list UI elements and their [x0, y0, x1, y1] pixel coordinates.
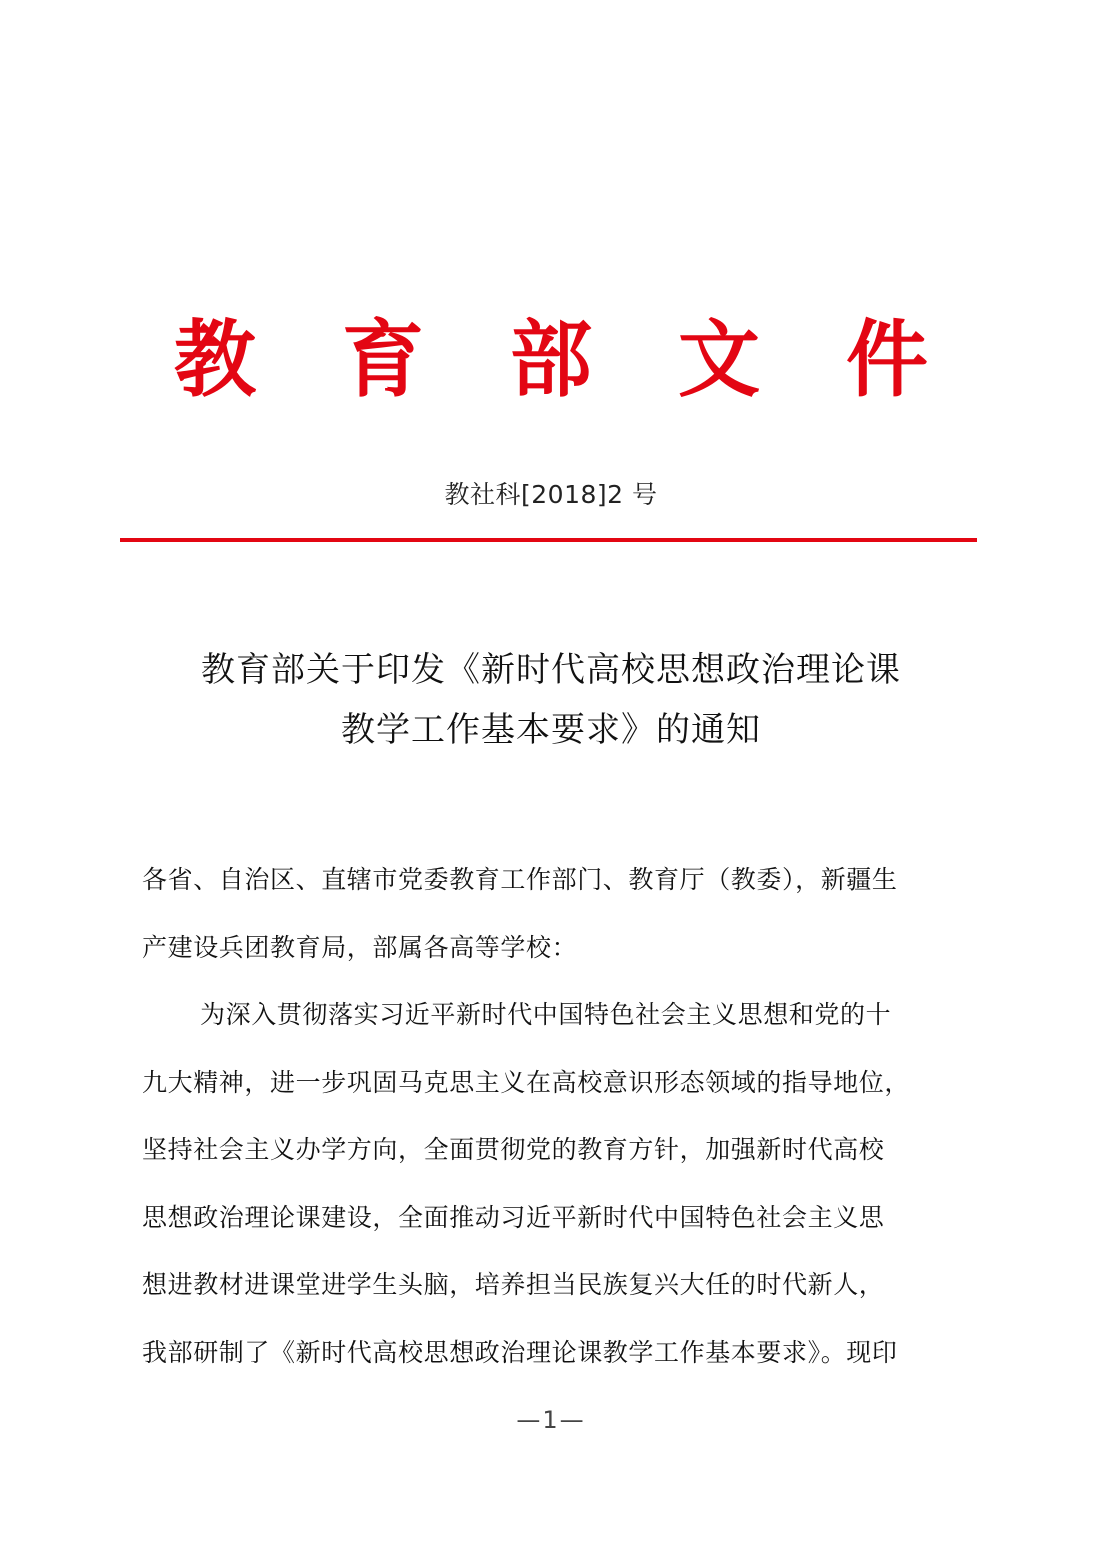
title-line-1: 教育部关于印发《新时代高校思想政治理论课: [201, 650, 901, 690]
masthead-char-2: 育: [341, 311, 424, 409]
document-body: [142, 846, 962, 1386]
red-divider-rule: [120, 538, 977, 542]
masthead-char-1: 教: [173, 311, 256, 409]
paragraph-line-6: 我部研制了《新时代高校思想政治理论课教学工作基本要求》。现印: [142, 1337, 898, 1367]
document-title: [0, 640, 1102, 760]
addressee-line-2: 产建设兵团教育局，部属各高等学校：: [142, 932, 578, 962]
paragraph-line-1: 为深入贯彻落实习近平新时代中国特色社会主义思想和党的十: [200, 1000, 892, 1029]
document-number: 教社科[2018]2 号: [444, 480, 658, 509]
masthead-char-4: 文: [677, 311, 760, 409]
masthead-char-5: 件: [845, 311, 928, 409]
title-line-2: 教学工作基本要求》的通知: [341, 710, 761, 750]
paragraph-line-2: 九大精神，进一步巩固马克思主义在高校意识形态领域的指导地位，: [142, 1067, 911, 1097]
masthead: [150, 312, 952, 408]
paragraph-line-5: 想进教材进课堂进学生头脑，培养担当民族复兴大任的时代新人，: [142, 1270, 885, 1299]
masthead-char-3: 部: [509, 311, 592, 409]
addressee-line-1: 各省、自治区、直辖市党委教育工作部门、教育厅（教委），新疆生: [142, 865, 898, 894]
page-number: —1—: [516, 1406, 586, 1434]
paragraph-line-3: 坚持社会主义办学方向，全面贯彻党的教育方针，加强新时代高校: [142, 1135, 885, 1164]
paragraph-line-4: 思想政治理论课建设，全面推动习近平新时代中国特色社会主义思: [142, 1202, 885, 1232]
